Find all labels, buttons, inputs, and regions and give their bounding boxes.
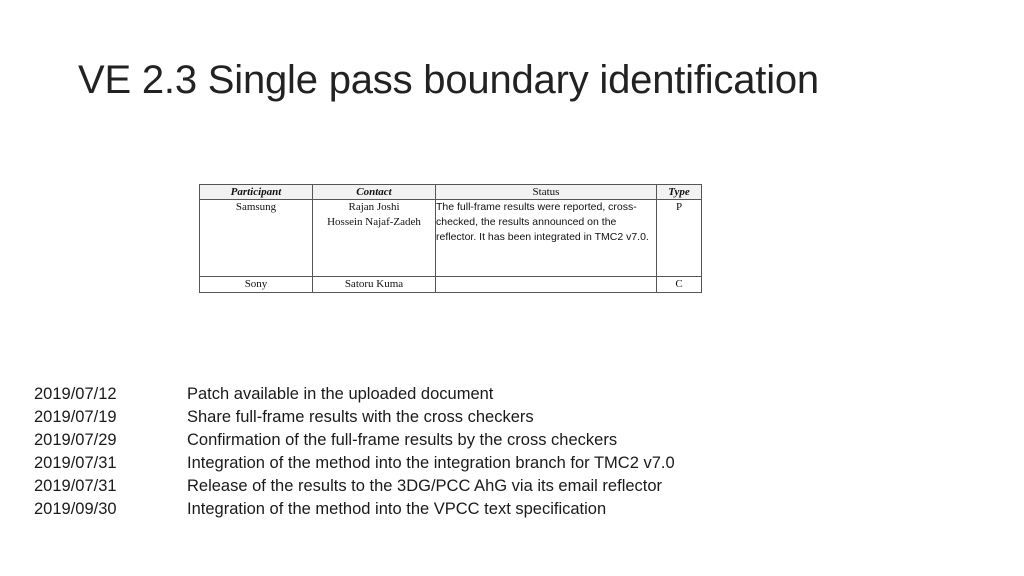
cell-participant: Samsung — [200, 200, 313, 277]
timeline-date: 2019/09/30 — [34, 500, 117, 518]
header-participant: Participant — [200, 185, 313, 200]
table-row — [200, 200, 702, 277]
timeline-date: 2019/07/12 — [34, 385, 117, 403]
contact-name: Rajan Joshi — [348, 201, 400, 213]
cell-type: P — [657, 200, 702, 277]
timeline-text: Confirmation of the full-frame results by the cross checkers — [187, 431, 618, 449]
timeline-item — [34, 452, 675, 475]
timeline-item — [34, 498, 675, 521]
timeline-date: 2019/07/31 — [34, 477, 117, 495]
header-status: Status — [436, 185, 657, 200]
timeline-text: Patch available in the uploaded document — [187, 385, 494, 403]
timeline-item — [34, 429, 675, 452]
cell-contact — [313, 200, 436, 277]
cell-status — [436, 277, 657, 293]
header-contact: Contact — [313, 185, 436, 200]
contact-name: Satoru Kuma — [344, 278, 404, 290]
timeline-item — [34, 475, 675, 498]
table-header-row — [200, 185, 702, 200]
timeline-text: Integration of the method into the integration branch for TMC2 v7.0 — [187, 454, 675, 472]
timeline-item — [34, 406, 675, 429]
cell-contact — [313, 277, 436, 293]
participants-table — [199, 184, 702, 293]
table-row — [200, 277, 702, 293]
timeline-date: 2019/07/29 — [34, 431, 117, 449]
timeline-text: Share full-frame results with the cross checkers — [187, 408, 534, 426]
timeline-item — [34, 383, 675, 406]
contact-name: Hossein Najaf-Zadeh — [327, 216, 421, 228]
timeline-text: Integration of the method into the VPCC text specification — [187, 500, 607, 518]
timeline-text: Release of the results to the 3DG/PCC AhG via its email reflector — [187, 477, 663, 495]
cell-status: The full-frame results were reported, cross-checked, the results announced on the reflector. It has been integrated in TMC2 v7.0. — [436, 200, 657, 277]
timeline-date: 2019/07/31 — [34, 454, 117, 472]
slide-title: VE 2.3 Single pass boundary identification — [78, 58, 819, 102]
header-type: Type — [657, 185, 702, 200]
timeline-list — [34, 383, 675, 521]
timeline-date: 2019/07/19 — [34, 408, 117, 426]
cell-participant: Sony — [200, 277, 313, 293]
cell-type: C — [657, 277, 702, 293]
